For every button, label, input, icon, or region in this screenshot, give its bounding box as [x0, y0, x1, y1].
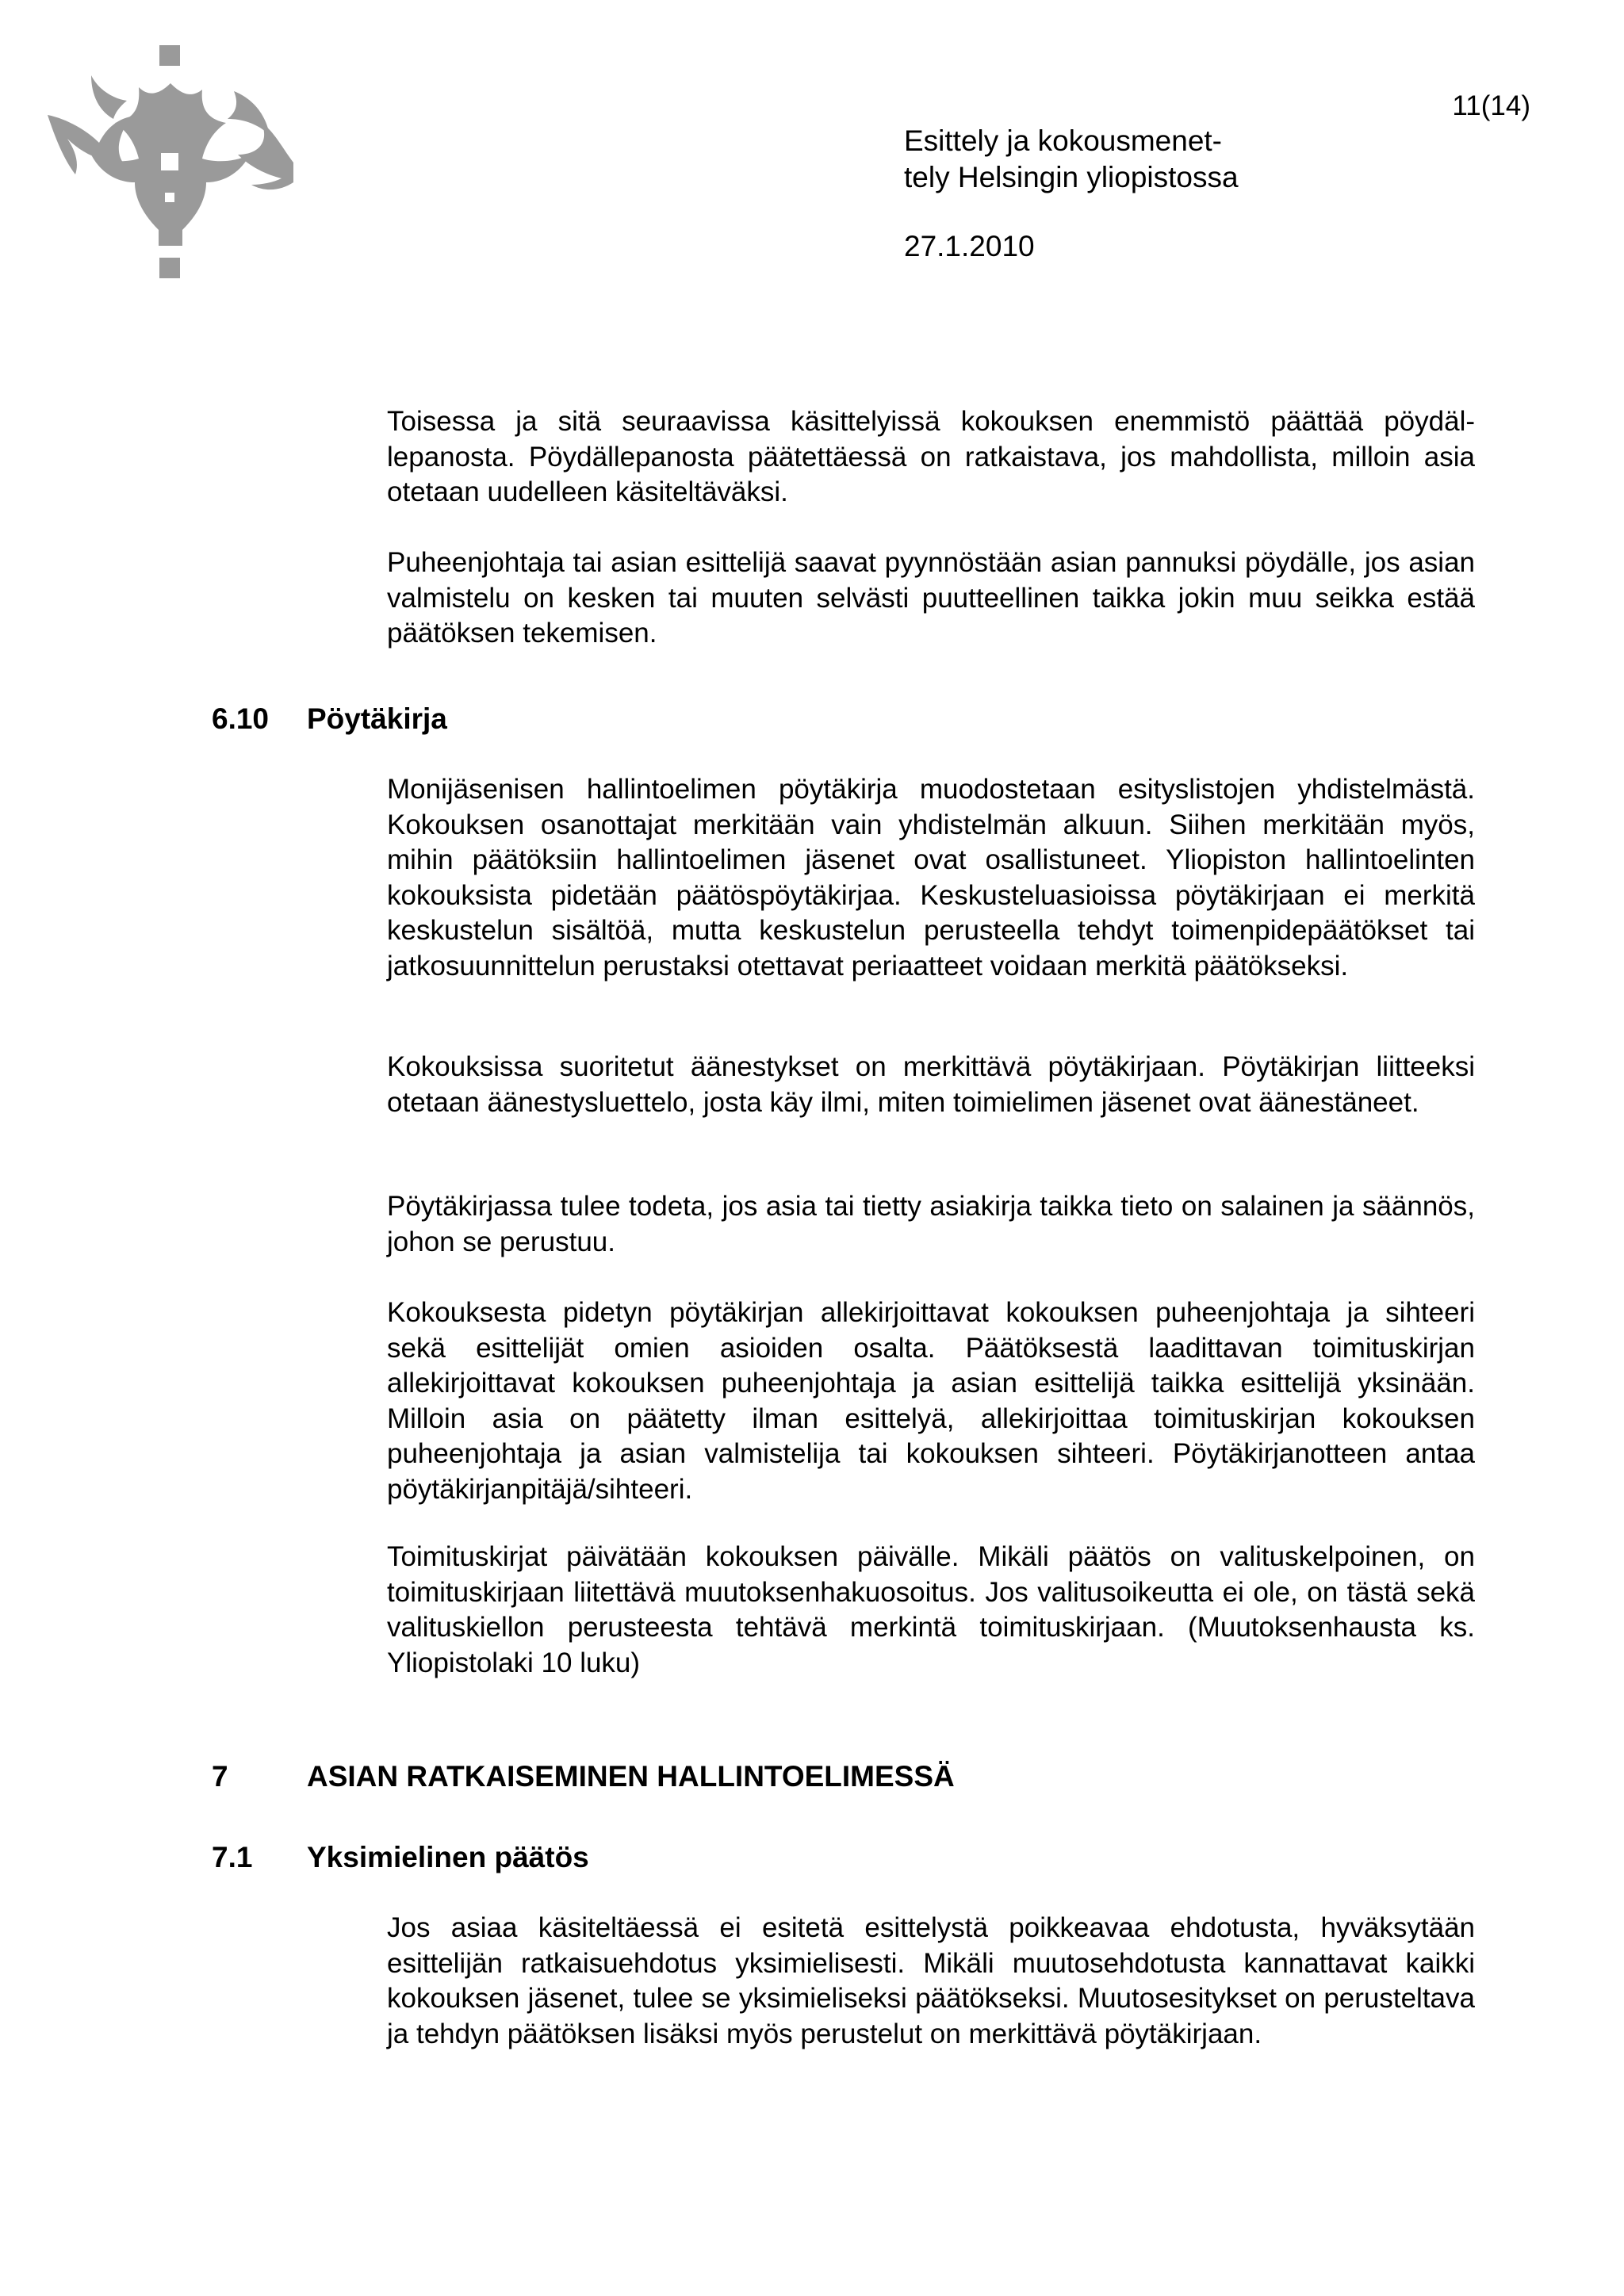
body-paragraph: Kokouksesta pidetyn pöytäkirjan allekirjoittavat kokouksen puheenjohtaja ja sihteeri sekä esittelijät omien asioiden osalta. Päätöksestä laadittavan toimituskirjan allekirjoittavat kokouksen puheenjohtaja ja asian esittelijä taikka esittelijä yksinään. Milloin asia on päätetty ilman esittelyä, allekirjoittaa toimituskirjan kokouksen puheenjohtaja ja asian valmistelija tai kokouksen sihteeri. Pöytäkirjanotteen antaa pöytäkirjanpitäjä/sihteeri.: [387, 1297, 1475, 1505]
document-title-line: Esittely ja kokousmenet-: [904, 124, 1223, 157]
body-paragraph: Toisessa ja sitä seuraavissa käsittelyissä kokouksen enemmistö päättää pöydällepanosta. Pöydällepanosta päätettäessä on ratkaistava, jos mahdollista, milloin asia otetaan uudelleen käsiteltäväksi.: [387, 406, 1475, 507]
body-paragraph: Kokouksissa suoritetut äänestykset on merkittävä pöytäkirjaan. Pöytäkirjan liitteeksi otetaan äänestysluettelo, josta käy ilmi, miten toimielimen jäsenet ovat äänestäneet.: [387, 1051, 1475, 1118]
section-title: ASIAN RATKAISEMINEN HALLINTOELIMESSÄ: [307, 1760, 955, 1793]
section-title: Pöytäkirja: [307, 702, 447, 735]
university-of-helsinki-flame-logo-icon: [44, 44, 297, 281]
body-paragraph: Monijäsenisen hallintoelimen pöytäkirja muodostetaan esityslistojen yhdistelmästä. Kokouksen osanottajat merkitään vain yhdistelmän alkuun. Siihen merkitään myös, mihin päätöksiin hallintoelimen jäsenet ovat osallistuneet. Yliopiston hallintoelinten kokouksista pidetään päätöspöytäkirjaa. Keskusteluasioissa pöytäkirjaan ei merkitä keskustelun sisältöä, mutta keskustelun perusteella tehdyt toimenpidepäätökset tai jatkosuunnittelun perustaksi otettavat periaatteet voidaan merkitä päätökseksi.: [387, 774, 1475, 982]
body-paragraph: Pöytäkirjassa tulee todeta, jos asia tai tietty asiakirja taikka tieto on salainen ja säännös, johon se perustuu.: [387, 1191, 1475, 1257]
body-paragraph: Puheenjohtaja tai asian esittelijä saavat pyynnöstään asian pannuksi pöydälle, jos asian valmistelu on kesken tai muuten selvästi puutteellinen taikka jokin muu seikka estää päätöksen tekemisen.: [387, 547, 1475, 649]
page-number: 11(14): [1452, 90, 1530, 121]
section-number: 7.1: [212, 1841, 253, 1873]
document-date: 27.1.2010: [904, 230, 1035, 262]
body-paragraph: Toimituskirjat päivätään kokouksen päivälle. Mikäli päätös on valituskelpoinen, on toimituskirjaan liitettävä muutoksenhakuosoitus. Jos valitusoikeutta ei ole, on tästä sekä valituskiellon perusteesta tehtävä merkintä toimituskirjaan. (Muutoksenhausta ks. Yliopistolaki 10 luku): [387, 1541, 1475, 1678]
section-number: 6.10: [212, 702, 270, 735]
body-paragraph: Jos asiaa käsiteltäessä ei esitetä esittelystä poikkeavaa ehdotusta, hyväksytään esittelijän ratkaisuehdotus yksimielisesti. Mikäli muutosehdotusta kannattavat kaikki kokouksen jäsenet, tulee se yksimieliseksi päätökseksi. Muutosesitykset on perusteltava ja tehdyn päätöksen lisäksi myös perustelut on merkittävä pöytäkirjaan.: [387, 1912, 1475, 2049]
section-number: 7: [212, 1760, 228, 1793]
section-title: Yksimielinen päätös: [307, 1841, 589, 1873]
document-title: [904, 123, 1459, 196]
document-title-line: tely Helsingin yliopistossa: [904, 161, 1239, 193]
